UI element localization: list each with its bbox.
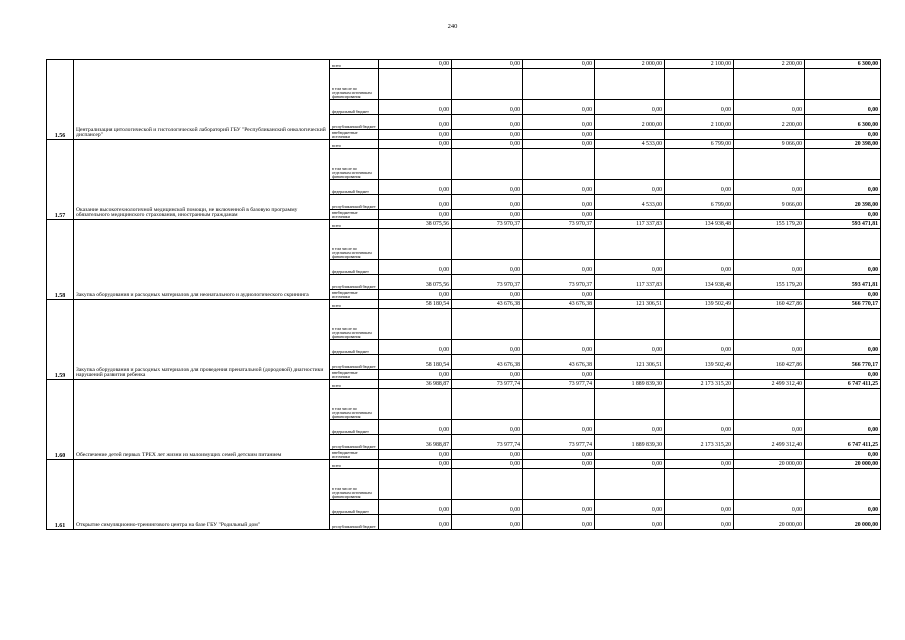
total-value-cell: 6 747 411,25 — [805, 380, 881, 389]
value-cell: 6 799,00 — [665, 195, 734, 210]
value-cell: 0,00 — [523, 515, 595, 530]
value-cell: 0,00 — [665, 260, 734, 275]
total-value-cell: 20 000,00 — [805, 515, 881, 530]
value-cell: 0,00 — [452, 130, 523, 140]
value-cell: 0,00 — [595, 260, 665, 275]
entry-number: 1.58 — [47, 220, 74, 300]
value-cell — [523, 69, 595, 100]
value-cell — [595, 149, 665, 180]
total-value-cell: 0,00 — [805, 500, 881, 515]
value-cell — [452, 309, 523, 340]
value-cell: 0,00 — [665, 515, 734, 530]
value-cell: 0,00 — [595, 460, 665, 469]
source-total: всего — [330, 220, 379, 229]
value-cell — [665, 229, 734, 260]
source-by-funding: в том числе по отдельным источникам финансирования — [330, 469, 379, 500]
value-cell: 0,00 — [523, 130, 595, 140]
total-value-cell: 0,00 — [805, 450, 881, 460]
source-extrabudgetary: внебюджетные источники — [330, 370, 379, 380]
page-number: 240 — [447, 23, 458, 30]
value-cell — [665, 309, 734, 340]
value-cell: 2 100,00 — [665, 60, 734, 69]
value-cell: 139 502,49 — [665, 355, 734, 370]
value-cell — [595, 130, 665, 140]
source-extrabudgetary: внебюджетные источники — [330, 130, 379, 140]
total-value-cell: 593 471,81 — [805, 220, 881, 229]
source-by-funding: в том числе по отдельным источникам финансирования — [330, 149, 379, 180]
value-cell: 0,00 — [523, 420, 595, 435]
value-cell: 0,00 — [452, 260, 523, 275]
value-cell: 0,00 — [523, 370, 595, 380]
value-cell: 0,00 — [452, 140, 523, 149]
total-value-cell: 6 747 411,25 — [805, 435, 881, 450]
value-cell — [595, 290, 665, 300]
value-cell: 0,00 — [523, 195, 595, 210]
value-cell: 0,00 — [452, 515, 523, 530]
value-cell: 134 938,48 — [665, 275, 734, 290]
value-cell: 2 173 315,20 — [665, 435, 734, 450]
value-cell: 2 499 312,40 — [734, 380, 805, 389]
value-cell: 0,00 — [523, 460, 595, 469]
value-cell: 0,00 — [452, 450, 523, 460]
total-value-cell: 0,00 — [805, 370, 881, 380]
value-cell — [595, 309, 665, 340]
total-value-cell: 593 471,81 — [805, 275, 881, 290]
entry-name: Оказание высокотехнологичной медицинской помощи, не включенной в базовую программу обязательного медицинского страхования, иностранным гражданам — [74, 140, 330, 220]
value-cell — [595, 450, 665, 460]
value-cell: 0,00 — [523, 290, 595, 300]
value-cell: 0,00 — [452, 370, 523, 380]
table-row — [47, 140, 881, 149]
total-value-cell: 0,00 — [805, 180, 881, 195]
value-cell — [379, 389, 452, 420]
source-republican: республиканский бюджет — [330, 435, 379, 450]
total-value-cell — [805, 309, 881, 340]
value-cell: 38 075,56 — [379, 275, 452, 290]
value-cell: 155 179,20 — [734, 220, 805, 229]
value-cell — [379, 149, 452, 180]
value-cell — [379, 469, 452, 500]
value-cell: 0,00 — [379, 140, 452, 149]
total-value-cell: 0,00 — [805, 210, 881, 220]
source-extrabudgetary: внебюджетные источники — [330, 290, 379, 300]
source-total: всего — [330, 140, 379, 149]
value-cell — [734, 210, 805, 220]
value-cell: 0,00 — [452, 100, 523, 115]
value-cell — [734, 229, 805, 260]
value-cell: 0,00 — [523, 60, 595, 69]
value-cell: 0,00 — [452, 420, 523, 435]
value-cell: 0,00 — [379, 180, 452, 195]
value-cell: 0,00 — [379, 100, 452, 115]
value-cell — [595, 229, 665, 260]
source-total: всего — [330, 300, 379, 309]
source-by-funding: в том числе по отдельным источникам финансирования — [330, 229, 379, 260]
value-cell: 73 977,74 — [452, 380, 523, 389]
value-cell: 0,00 — [452, 500, 523, 515]
value-cell: 2 200,00 — [734, 115, 805, 130]
value-cell: 0,00 — [379, 115, 452, 130]
value-cell — [734, 130, 805, 140]
value-cell: 134 938,48 — [665, 220, 734, 229]
value-cell: 160 427,86 — [734, 355, 805, 370]
value-cell: 0,00 — [379, 130, 452, 140]
entry-number: 1.59 — [47, 300, 74, 380]
value-cell: 0,00 — [665, 180, 734, 195]
value-cell: 9 066,00 — [734, 195, 805, 210]
source-republican: республиканский бюджет — [330, 355, 379, 370]
value-cell: 0,00 — [379, 460, 452, 469]
value-cell — [734, 149, 805, 180]
source-extrabudgetary: внебюджетные источники — [330, 450, 379, 460]
entry-name: Открытие симуляционно-тренингового центра на базе ГБУ "Родильный дом" — [74, 460, 330, 530]
value-cell — [734, 450, 805, 460]
value-cell — [452, 469, 523, 500]
source-by-funding: в том числе по отдельным источникам финансирования — [330, 309, 379, 340]
value-cell: 0,00 — [452, 210, 523, 220]
source-federal: федеральный бюджет — [330, 260, 379, 275]
value-cell: 117 337,83 — [595, 220, 665, 229]
value-cell: 4 533,00 — [595, 195, 665, 210]
value-cell — [595, 370, 665, 380]
value-cell — [665, 149, 734, 180]
total-value-cell: 20 398,00 — [805, 195, 881, 210]
value-cell — [523, 469, 595, 500]
value-cell: 0,00 — [734, 500, 805, 515]
source-total: всего — [330, 60, 379, 69]
value-cell: 0,00 — [379, 500, 452, 515]
value-cell: 4 533,00 — [595, 140, 665, 149]
value-cell — [523, 229, 595, 260]
value-cell: 0,00 — [734, 420, 805, 435]
value-cell — [665, 69, 734, 100]
value-cell: 73 977,74 — [523, 380, 595, 389]
value-cell — [379, 69, 452, 100]
value-cell: 2 200,00 — [734, 60, 805, 69]
value-cell — [665, 210, 734, 220]
value-cell: 58 180,54 — [379, 300, 452, 309]
value-cell — [523, 389, 595, 420]
value-cell: 0,00 — [523, 260, 595, 275]
value-cell: 0,00 — [595, 515, 665, 530]
value-cell — [734, 69, 805, 100]
value-cell: 0,00 — [665, 340, 734, 355]
total-value-cell: 0,00 — [805, 340, 881, 355]
value-cell: 2 000,00 — [595, 115, 665, 130]
value-cell: 1 889 839,30 — [595, 435, 665, 450]
value-cell: 9 066,00 — [734, 140, 805, 149]
value-cell: 0,00 — [595, 100, 665, 115]
value-cell: 0,00 — [595, 500, 665, 515]
value-cell: 0,00 — [665, 100, 734, 115]
value-cell: 36 988,87 — [379, 380, 452, 389]
entry-name: Централизация цитологической и гистологической лабораторий ГБУ "Республиканский онкологический диспансер" — [74, 60, 330, 140]
table-row — [47, 300, 881, 309]
source-republican: республиканский бюджет — [330, 195, 379, 210]
value-cell: 121 306,51 — [595, 355, 665, 370]
value-cell: 2 000,00 — [595, 60, 665, 69]
value-cell: 1 889 839,30 — [595, 380, 665, 389]
value-cell: 0,00 — [523, 100, 595, 115]
value-cell: 0,00 — [523, 180, 595, 195]
value-cell — [595, 210, 665, 220]
value-cell: 0,00 — [595, 420, 665, 435]
total-value-cell: 6 300,00 — [805, 115, 881, 130]
value-cell: 20 000,00 — [734, 515, 805, 530]
entry-name: Закупка оборудования и расходных материалов для проведения пренатальной (дородовой) диагностики нарушений развития ребенка — [74, 300, 330, 380]
total-value-cell: 20 000,00 — [805, 460, 881, 469]
value-cell: 73 970,37 — [523, 275, 595, 290]
value-cell: 160 427,86 — [734, 300, 805, 309]
value-cell: 43 676,38 — [523, 300, 595, 309]
value-cell — [734, 309, 805, 340]
budget-table — [46, 59, 881, 530]
value-cell: 0,00 — [379, 260, 452, 275]
value-cell: 0,00 — [379, 195, 452, 210]
entry-number: 1.60 — [47, 380, 74, 460]
value-cell: 155 179,20 — [734, 275, 805, 290]
value-cell — [379, 309, 452, 340]
total-value-cell: 0,00 — [805, 260, 881, 275]
value-cell: 0,00 — [665, 500, 734, 515]
value-cell: 0,00 — [452, 340, 523, 355]
table-row — [47, 220, 881, 229]
value-cell — [734, 389, 805, 420]
value-cell: 0,00 — [523, 340, 595, 355]
value-cell: 73 977,74 — [523, 435, 595, 450]
value-cell: 0,00 — [523, 115, 595, 130]
value-cell — [665, 370, 734, 380]
value-cell: 43 676,38 — [523, 355, 595, 370]
budget-sheet — [46, 59, 880, 530]
value-cell: 20 000,00 — [734, 460, 805, 469]
total-value-cell: 6 300,00 — [805, 60, 881, 69]
source-federal: федеральный бюджет — [330, 180, 379, 195]
value-cell: 36 988,87 — [379, 435, 452, 450]
source-republican: республиканский бюджет — [330, 115, 379, 130]
value-cell — [665, 130, 734, 140]
value-cell: 6 799,00 — [665, 140, 734, 149]
value-cell: 0,00 — [665, 460, 734, 469]
value-cell — [523, 309, 595, 340]
value-cell: 0,00 — [379, 515, 452, 530]
value-cell: 0,00 — [734, 180, 805, 195]
value-cell: 0,00 — [379, 450, 452, 460]
value-cell: 73 970,37 — [523, 220, 595, 229]
total-value-cell: 566 770,17 — [805, 300, 881, 309]
value-cell — [595, 69, 665, 100]
value-cell: 139 502,49 — [665, 300, 734, 309]
value-cell: 0,00 — [452, 180, 523, 195]
table-row — [47, 60, 881, 69]
value-cell: 58 180,54 — [379, 355, 452, 370]
value-cell: 38 075,56 — [379, 220, 452, 229]
value-cell: 43 676,38 — [452, 355, 523, 370]
value-cell: 117 337,83 — [595, 275, 665, 290]
source-federal: федеральный бюджет — [330, 100, 379, 115]
total-value-cell: 566 770,17 — [805, 355, 881, 370]
table-body — [47, 60, 881, 530]
value-cell: 0,00 — [665, 420, 734, 435]
value-cell — [452, 69, 523, 100]
entry-number: 1.56 — [47, 60, 74, 140]
source-by-funding: в том числе по отдельным источникам финансирования — [330, 389, 379, 420]
value-cell: 0,00 — [379, 370, 452, 380]
source-federal: федеральный бюджет — [330, 420, 379, 435]
total-value-cell: 0,00 — [805, 130, 881, 140]
value-cell — [665, 290, 734, 300]
total-value-cell — [805, 229, 881, 260]
value-cell: 0,00 — [523, 500, 595, 515]
value-cell — [452, 229, 523, 260]
value-cell — [452, 149, 523, 180]
value-cell: 0,00 — [523, 450, 595, 460]
value-cell: 0,00 — [379, 210, 452, 220]
value-cell: 73 970,37 — [452, 275, 523, 290]
source-republican: республиканский бюджет — [330, 515, 379, 530]
total-value-cell: 0,00 — [805, 100, 881, 115]
value-cell — [595, 469, 665, 500]
value-cell: 2 499 312,40 — [734, 435, 805, 450]
value-cell: 0,00 — [452, 195, 523, 210]
value-cell: 0,00 — [595, 340, 665, 355]
value-cell: 0,00 — [734, 100, 805, 115]
value-cell: 0,00 — [734, 340, 805, 355]
source-extrabudgetary: внебюджетные источники — [330, 210, 379, 220]
entry-name: Обеспечение детей первых ТРЕХ лет жизни из малоимущих семей детским питанием — [74, 380, 330, 460]
source-federal: федеральный бюджет — [330, 500, 379, 515]
value-cell: 0,00 — [379, 340, 452, 355]
value-cell: 0,00 — [523, 210, 595, 220]
entry-number: 1.61 — [47, 460, 74, 530]
value-cell: 0,00 — [523, 140, 595, 149]
value-cell — [665, 389, 734, 420]
value-cell — [379, 229, 452, 260]
value-cell — [665, 469, 734, 500]
value-cell — [595, 389, 665, 420]
value-cell: 0,00 — [734, 260, 805, 275]
value-cell: 0,00 — [379, 60, 452, 69]
source-by-funding: в том числе по отдельным источникам финансирования — [330, 69, 379, 100]
entry-number: 1.57 — [47, 140, 74, 220]
value-cell — [452, 389, 523, 420]
value-cell — [734, 370, 805, 380]
total-value-cell — [805, 69, 881, 100]
value-cell — [734, 469, 805, 500]
source-republican: республиканский бюджет — [330, 275, 379, 290]
value-cell: 73 977,74 — [452, 435, 523, 450]
value-cell: 0,00 — [595, 180, 665, 195]
total-value-cell: 0,00 — [805, 290, 881, 300]
source-federal: федеральный бюджет — [330, 340, 379, 355]
source-total: всего — [330, 380, 379, 389]
total-value-cell — [805, 389, 881, 420]
value-cell: 0,00 — [452, 460, 523, 469]
value-cell: 121 306,51 — [595, 300, 665, 309]
value-cell: 2 173 315,20 — [665, 380, 734, 389]
value-cell: 0,00 — [452, 115, 523, 130]
value-cell: 2 100,00 — [665, 115, 734, 130]
total-value-cell — [805, 469, 881, 500]
value-cell — [523, 149, 595, 180]
value-cell — [734, 290, 805, 300]
value-cell: 43 676,38 — [452, 300, 523, 309]
value-cell: 0,00 — [379, 290, 452, 300]
total-value-cell: 0,00 — [805, 420, 881, 435]
source-total: всего — [330, 460, 379, 469]
table-row — [47, 380, 881, 389]
value-cell: 73 970,37 — [452, 220, 523, 229]
value-cell: 0,00 — [379, 420, 452, 435]
total-value-cell: 20 398,00 — [805, 140, 881, 149]
entry-name: Закупка оборудования и расходных материалов для неонатального и аудиологического скрининга — [74, 220, 330, 300]
table-row — [47, 460, 881, 469]
value-cell: 0,00 — [452, 290, 523, 300]
value-cell: 0,00 — [452, 60, 523, 69]
total-value-cell — [805, 149, 881, 180]
value-cell — [665, 450, 734, 460]
